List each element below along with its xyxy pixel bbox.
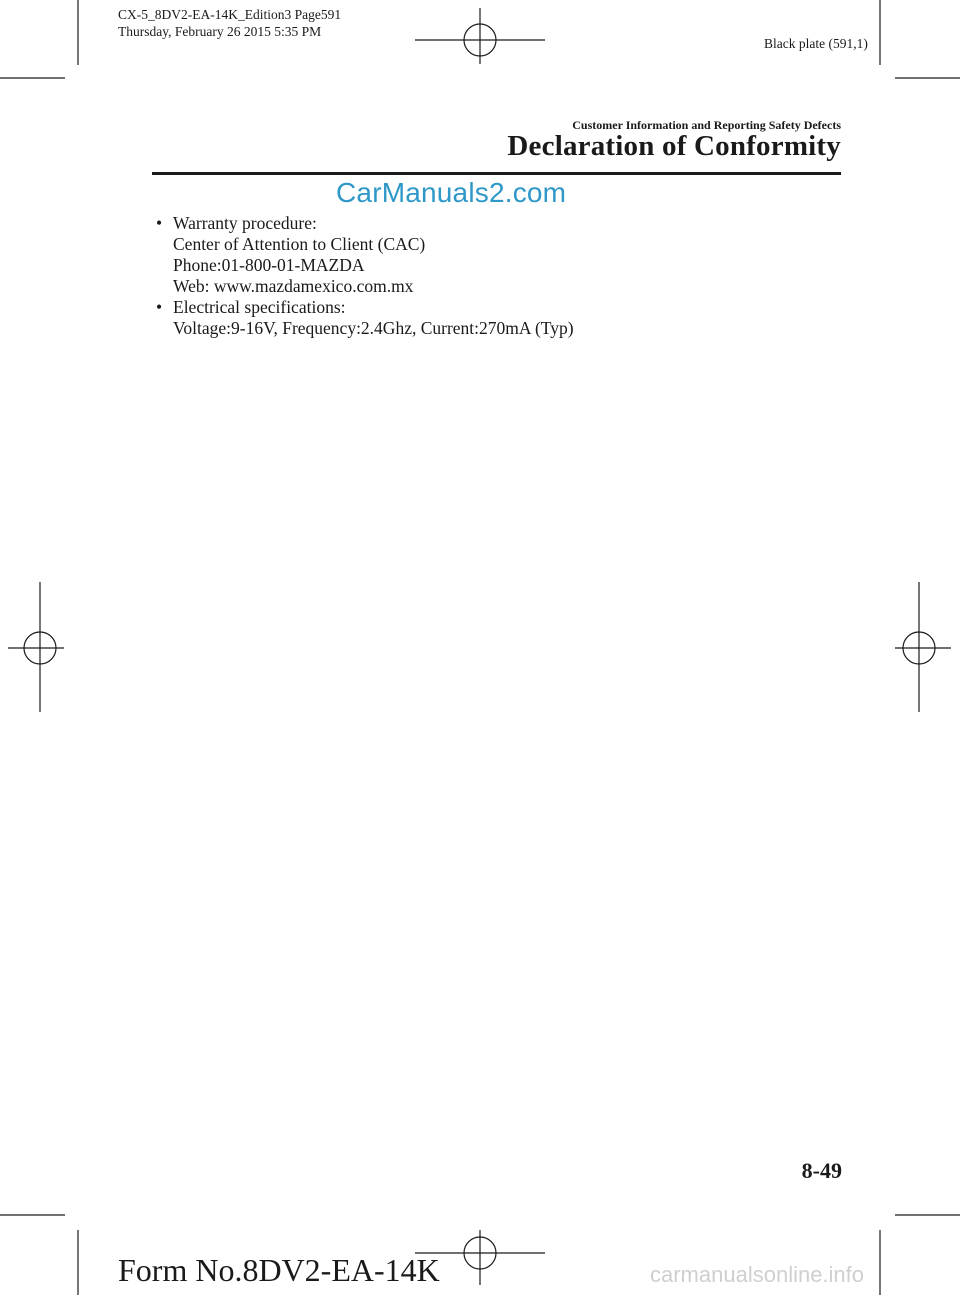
registration-mark-top: [415, 8, 545, 64]
watermark-top: CarManuals2.com: [336, 177, 567, 208]
item-line: Voltage:9-16V, Frequency:2.4Ghz, Current:270mA (Typ): [173, 318, 574, 338]
bullet-icon: •: [156, 213, 163, 233]
section-title: Customer Information and Reporting Safety Defects: [572, 118, 841, 132]
slug-line-2: Thursday, February 26 2015 5:35 PM: [118, 24, 322, 39]
item-line: Warranty procedure:: [173, 213, 317, 233]
list-item: [154, 213, 574, 297]
item-line: Center of Attention to Client (CAC): [173, 234, 426, 254]
page-number: 8-49: [801, 1158, 842, 1183]
print-slug: [118, 6, 341, 40]
slug-line-1: CX-5_8DV2-EA-14K_Edition3 Page591: [118, 7, 342, 22]
watermark-bottom: carmanualsonline.info: [650, 1262, 865, 1287]
item-line: Phone:01-800-01-MAZDA: [173, 255, 365, 275]
registration-mark-left: [8, 582, 64, 712]
item-line: Electrical specifications:: [173, 297, 346, 317]
page-title: Declaration of Conformity: [507, 130, 841, 162]
list-item: [154, 297, 574, 339]
registration-mark-right: [895, 582, 951, 712]
title-rule: [152, 172, 841, 175]
bullet-icon: •: [156, 297, 163, 317]
form-number: Form No.8DV2-EA-14K: [118, 1252, 440, 1288]
plate-label: Black plate (591,1): [764, 36, 868, 51]
content-body: [154, 213, 574, 339]
item-line: Web: www.mazdamexico.com.mx: [173, 276, 414, 296]
